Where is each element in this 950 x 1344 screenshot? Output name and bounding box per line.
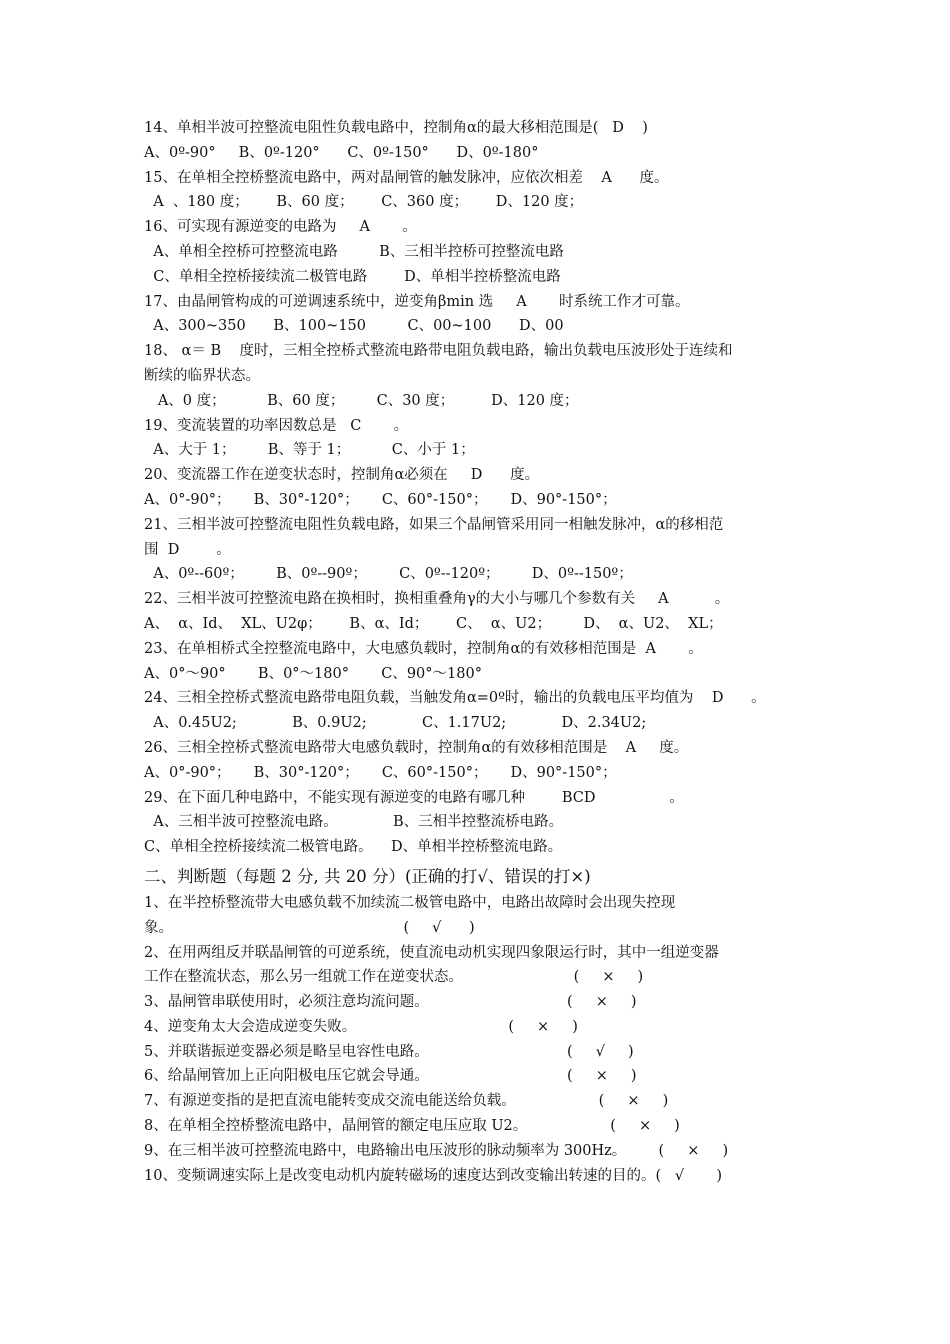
question-line: 24、三相全控桥式整流电路带电阻负载，当触发角α=0º时，输出的负载电压平均值为 D 。	[144, 690, 766, 707]
question-line: 29、在下面几种电路中，不能实现有源逆变的电路有哪几种 BCD 。	[144, 789, 684, 806]
judgement-line: 工作在整流状态，那么另一组就工作在逆变状态。 ( × )	[144, 969, 644, 986]
question-line: 20、变流器工作在逆变状态时，控制角α必须在 D 度。	[144, 467, 540, 484]
judgement-line: 6、给晶闸管加上正向阳极电压它就会导通。 ( × )	[144, 1068, 637, 1085]
judgement-line: 5、并联谐振逆变器必须是略呈电容性电路。 ( √ )	[144, 1043, 634, 1060]
question-line: 26、三相全控桥式整流电路带大电感负载时，控制角α的有效移相范围是 A 度。	[144, 739, 689, 756]
judgement-section	[144, 891, 824, 1189]
judgement-line: 象。 ( √ )	[144, 919, 475, 936]
question-line: A、0°-90°； B、30°-120°； C、60°-150°； D、90°-150°；	[144, 491, 617, 508]
judgement-line: 7、有源逆变指的是把直流电能转变成交流电能送给负载。 ( × )	[144, 1093, 669, 1110]
judgement-line: 10、变频调速实际上是改变电动机内旋转磁场的速度达到改变输出转速的目的。( √ )	[144, 1167, 723, 1184]
question-line: C、单相全控桥接续流二极管电路。 D、单相半控桥整流电路。	[144, 839, 563, 856]
question-line: A、0°～90° B、0°～180° C、90°～180°	[144, 665, 482, 682]
question-line: 18、 α＝ B 度时，三相全控桥式整流电路带电阻负载电路，输出负载电压波形处于连续和	[144, 343, 733, 360]
judgement-line: 8、在单相全控桥整流电路中，晶闸管的额定电压应取 U2。 ( × )	[144, 1118, 680, 1135]
multiple-choice-section	[144, 116, 824, 860]
question-line: A、大于 1； B、等于 1； C、小于 1；	[144, 442, 475, 459]
judgement-line: 3、晶闸管串联使用时，必须注意均流问题。 ( × )	[144, 994, 637, 1011]
question-line: 21、三相半波可控整流电阻性负载电路，如果三个晶闸管采用同一相触发脉冲，α的移相范	[144, 516, 724, 533]
question-line: 23、在单相桥式全控整流电路中，大电感负载时，控制角α的有效移相范围是 A 。	[144, 640, 703, 657]
question-line: A、三相半波可控整流电路。 B、三相半控整流桥电路。	[144, 814, 564, 831]
question-line: A、单相全控桥可控整流电路 B、三相半控桥可控整流电路	[144, 243, 564, 260]
question-line: C、单相全控桥接续流二极管电路 D、单相半控桥整流电路	[144, 268, 561, 285]
question-line: 断续的临界状态。	[144, 367, 260, 384]
question-line: 17、由晶闸管构成的可逆调速系统中，逆变角βmin 选 A 时系统工作才可靠。	[144, 293, 690, 310]
question-line: 16、可实现有源逆变的电路为 A 。	[144, 219, 417, 236]
question-line: 围 D 。	[144, 541, 231, 558]
question-line: 19、变流装置的功率因数总是 C 。	[144, 417, 409, 434]
question-line: 14、单相半波可控整流电阻性负载电路中，控制角α的最大移相范围是( D )	[144, 120, 648, 136]
question-line: A、 α、Id、 XL、U2φ； B、α、Id； C、 α、U2； D、 α、U2、 XL；	[144, 615, 723, 632]
judgement-line: 1、在半控桥整流带大电感负载不加续流二极管电路中，电路出故障时会出现失控现	[144, 894, 676, 911]
question-line: A、0º-90° B、0º-120° C、0º-150° D、0º-180°	[144, 144, 539, 161]
question-line: A、0°-90°； B、30°-120°； C、60°-150°； D、90°-150°；	[144, 764, 617, 781]
question-line: A、0º--60º； B、0º--90º； C、0º--120º； D、0º--150º；	[144, 566, 633, 583]
judgement-line: 9、在三相半波可控整流电路中，电路输出电压波形的脉动频率为 300Hz。 ( × )	[144, 1142, 729, 1159]
section-heading-judgement: 二、判断题（每题 2 分, 共 20 分）(正确的打√、错误的打×)	[144, 866, 591, 886]
question-line: A、0.45U2; B、0.9U2; C、1.17U2; D、2.34U2;	[144, 715, 647, 732]
judgement-line: 4、逆变角太大会造成逆变失败。 ( × )	[144, 1018, 578, 1035]
question-line: A 、180 度； B、60 度； C、360 度； D、120 度；	[144, 194, 584, 211]
question-line: A、300~350 B、100~150 C、00~100 D、00	[144, 318, 564, 335]
judgement-line: 2、在用两组反并联晶闸管的可逆系统，使直流电动机实现四象限运行时，其中一组逆变器	[144, 944, 719, 961]
question-line: 15、在单相全控桥整流电路中，两对晶闸管的触发脉冲，应依次相差 A 度。	[144, 169, 669, 186]
question-line: A、0 度； B、60 度； C、30 度； D、120 度；	[144, 392, 579, 409]
document-body	[144, 116, 824, 1188]
question-line: 22、三相半波可控整流电路在换相时，换相重叠角γ的大小与哪几个参数有关 A 。	[144, 591, 730, 608]
